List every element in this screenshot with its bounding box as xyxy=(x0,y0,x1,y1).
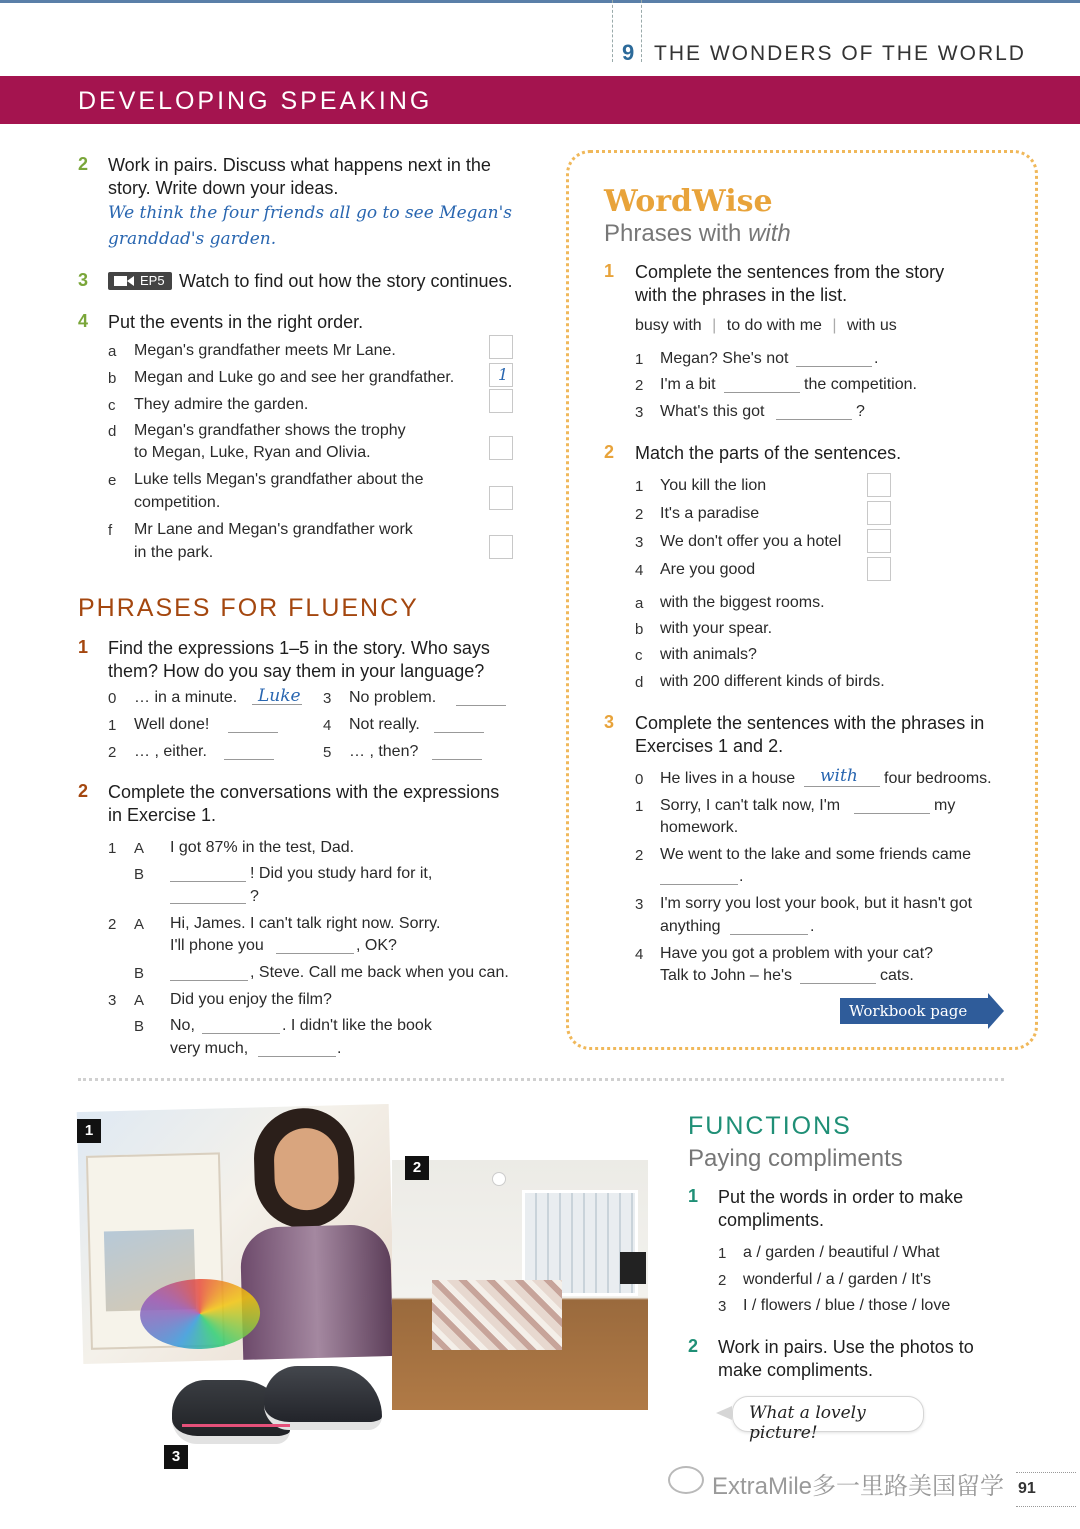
dialogue-line: . I didn't like the book xyxy=(282,1017,432,1034)
answer-line[interactable] xyxy=(796,366,872,367)
ceiling-light xyxy=(492,1172,506,1186)
sentence-text: cats. xyxy=(880,967,914,984)
person-shirt xyxy=(240,1224,394,1364)
answer-line[interactable] xyxy=(432,759,482,760)
item-letter: d xyxy=(635,674,644,691)
video-camera-icon xyxy=(114,276,127,286)
handwritten-answer: We think the four friends all go to see Megan's xyxy=(108,203,513,223)
video-label: EP5 xyxy=(140,273,165,288)
item-number: 0 xyxy=(108,690,117,707)
answer-line[interactable] xyxy=(170,980,248,981)
exercise-number: 3 xyxy=(604,712,615,732)
exercise-instruction: Exercises 1 and 2. xyxy=(635,736,784,756)
sentence-start: We don't offer you a hotel xyxy=(660,533,842,550)
dialogue-line: No, xyxy=(170,1017,195,1034)
answer-line[interactable] xyxy=(724,392,800,393)
item-number: 2 xyxy=(718,1272,727,1289)
event-text: They admire the garden. xyxy=(134,396,309,413)
sentence-text: the competition. xyxy=(804,376,917,393)
sentence-text: Talk to John – he's xyxy=(660,967,793,984)
sentence-start: You kill the lion xyxy=(660,477,767,494)
speech-bubble-tail xyxy=(716,1406,732,1420)
answer-line[interactable] xyxy=(170,881,246,882)
exercise-instruction: Put the events in the right order. xyxy=(108,312,364,332)
item-letter: a xyxy=(108,343,117,360)
exercise-number: 1 xyxy=(688,1186,699,1206)
exercise-number: 4 xyxy=(78,311,89,331)
header-divider xyxy=(612,0,614,62)
order-answer-box[interactable] xyxy=(489,335,513,359)
photo-tag: 3 xyxy=(164,1445,188,1469)
item-letter: c xyxy=(635,647,643,664)
exercise-instruction: compliments. xyxy=(718,1210,825,1230)
dialogue-line: . xyxy=(337,1040,342,1057)
workbook-link[interactable]: Workbook page 84 xyxy=(840,998,988,1024)
exercise-number: 2 xyxy=(78,781,89,801)
section-heading: FUNCTIONS xyxy=(688,1112,852,1140)
answer-line xyxy=(804,786,880,787)
answer-line[interactable] xyxy=(202,1033,280,1034)
phrase-item: to do with me xyxy=(726,317,822,334)
word-order-item: I / flowers / blue / those / love xyxy=(743,1297,951,1314)
item-number: 2 xyxy=(108,744,117,761)
speech-bubble xyxy=(732,1396,924,1443)
item-number: 3 xyxy=(635,404,644,421)
match-answer-box[interactable] xyxy=(867,557,891,581)
item-number: 4 xyxy=(635,946,644,963)
exercise-instruction: them? How do you say them in your language? xyxy=(108,661,485,681)
conversation-number: 1 xyxy=(108,840,117,857)
handwritten-answer: Luke xyxy=(258,686,301,706)
sentence-start: Are you good xyxy=(660,561,756,578)
answer-line[interactable] xyxy=(224,759,274,760)
event-text: competition. xyxy=(134,494,221,511)
answer-line[interactable] xyxy=(800,983,876,984)
sentence-text: . xyxy=(874,350,879,367)
bed-quilt xyxy=(432,1280,562,1350)
expression-text: … , either. xyxy=(134,743,207,760)
tv-set xyxy=(620,1252,646,1284)
section-divider xyxy=(78,1078,1004,1081)
item-number: 3 xyxy=(323,690,332,707)
event-text: Mr Lane and Megan's grandfather work xyxy=(134,521,413,538)
photo-painter xyxy=(77,1104,395,1364)
section-heading: PHRASES FOR FLUENCY xyxy=(78,594,419,622)
conversation-number: 2 xyxy=(108,916,117,933)
order-answer-box[interactable] xyxy=(489,436,513,460)
conversation-number: 3 xyxy=(108,992,117,1009)
word-order-item: wonderful / a / garden / It's xyxy=(743,1271,932,1288)
exercise-instruction: Match the parts of the sentences. xyxy=(635,443,902,463)
exercise-instruction: make compliments. xyxy=(718,1360,874,1380)
phrase-list xyxy=(635,315,897,337)
photo-tag: 2 xyxy=(405,1156,429,1180)
item-number: 2 xyxy=(635,847,644,864)
sentence-text: ? xyxy=(856,403,865,420)
sentence-end: with 200 different kinds of birds. xyxy=(660,673,885,690)
exercise-instruction: Complete the conversations with the expressions xyxy=(108,782,500,802)
phrase-item: busy with xyxy=(635,317,702,334)
exercise-instruction: Watch to find out how the story continues. xyxy=(179,271,513,291)
item-number: 2 xyxy=(635,506,644,523)
order-answer-box[interactable] xyxy=(489,486,513,510)
photo-tag: 1 xyxy=(77,1119,101,1143)
unit-title: THE WONDERS OF THE WORLD xyxy=(654,42,1026,65)
item-number: 3 xyxy=(718,1298,727,1315)
arrow-right-icon xyxy=(988,993,1004,1029)
item-letter: b xyxy=(108,370,117,387)
match-answer-box[interactable] xyxy=(867,501,891,525)
page-number-rule xyxy=(1016,1506,1076,1507)
sentence-text: I'm a bit xyxy=(660,376,716,393)
exercise-instruction: with the phrases in the list. xyxy=(635,285,848,305)
order-answer-box[interactable] xyxy=(489,389,513,413)
dialogue-line: ! Did you study hard for it, xyxy=(250,865,433,882)
speaker-label: B xyxy=(134,1018,145,1035)
speaker-label: A xyxy=(134,840,145,857)
exercise-instruction: Work in pairs. Use the photos to xyxy=(718,1337,974,1357)
item-number: 1 xyxy=(718,1245,727,1262)
item-number: 2 xyxy=(635,377,644,394)
subtitle-text: Phrases with xyxy=(604,220,742,247)
sentence-text: Megan? She's not xyxy=(660,350,789,367)
item-letter: f xyxy=(108,522,113,539)
phrase-item: with us xyxy=(846,317,897,334)
exercise-number: 2 xyxy=(78,154,89,174)
item-number: 3 xyxy=(635,896,644,913)
sentence-text: He lives in a house xyxy=(660,770,796,787)
answer-line[interactable] xyxy=(660,884,738,885)
photo-sneakers xyxy=(172,1362,382,1442)
dialogue-line: , OK? xyxy=(356,937,397,954)
header-divider xyxy=(641,0,643,62)
list-separator: | xyxy=(832,317,837,334)
match-answer-box[interactable] xyxy=(867,473,891,497)
answer-line[interactable] xyxy=(434,732,484,733)
exercise-number: 1 xyxy=(604,261,615,281)
speech-bubble-text: What a lovely picture! xyxy=(749,1403,866,1443)
exercise-instruction: Put the words in order to make xyxy=(718,1187,964,1207)
exercise-number: 2 xyxy=(604,442,615,462)
list-separator: | xyxy=(712,317,717,334)
exercise-instruction: Complete the sentences from the story xyxy=(635,262,945,282)
match-answer-box[interactable] xyxy=(867,529,891,553)
word-order-item: a / garden / beautiful / What xyxy=(743,1244,940,1261)
watermark-text: ExtraMile多一里路美国留学 xyxy=(712,1473,1005,1500)
sentence-start: It's a paradise xyxy=(660,505,760,522)
sentence-end: with your spear. xyxy=(660,620,773,637)
sentence-text: my xyxy=(934,797,956,814)
sentence-text: . xyxy=(810,918,815,935)
exercise-instruction: in Exercise 1. xyxy=(108,805,217,825)
event-text: Megan and Luke go and see her grandfather. xyxy=(134,369,455,386)
sentence-text: Sorry, I can't talk now, I'm xyxy=(660,797,841,814)
unit-number: 9 xyxy=(622,40,635,65)
item-letter: c xyxy=(108,397,116,414)
event-text: Luke tells Megan's grandfather about the xyxy=(134,471,424,488)
answer-line[interactable] xyxy=(170,903,246,904)
answer-line[interactable] xyxy=(456,705,506,706)
dialogue-line: Hi, James. I can't talk right now. Sorry. xyxy=(170,915,441,932)
order-answer: 1 xyxy=(498,365,509,384)
sentence-text: Have you got a problem with your cat? xyxy=(660,945,934,962)
item-number: 5 xyxy=(323,744,332,761)
exercise-instruction: story. Write down your ideas. xyxy=(108,178,339,198)
item-number: 3 xyxy=(635,534,644,551)
sentence-text: four bedrooms. xyxy=(884,770,992,787)
event-text: to Megan, Luke, Ryan and Olivia. xyxy=(134,444,371,461)
item-number: 1 xyxy=(635,478,644,495)
sentence-text: . xyxy=(739,868,744,885)
item-number: 4 xyxy=(323,717,332,734)
sentence-text: I'm sorry you lost your book, but it hasn't got xyxy=(660,895,973,912)
exercise-number: 3 xyxy=(78,270,89,290)
subtitle-emphasis: with xyxy=(748,220,791,247)
exercise-number: 2 xyxy=(688,1336,699,1356)
dialogue-line: , Steve. Call me back when you can. xyxy=(250,964,509,981)
sentence-text: homework. xyxy=(660,819,739,836)
item-letter: d xyxy=(108,423,117,440)
item-letter: a xyxy=(635,595,644,612)
sentence-end: with the biggest rooms. xyxy=(660,594,825,611)
sentence-text: anything xyxy=(660,918,721,935)
wordwise-subtitle xyxy=(604,220,791,248)
answer-line[interactable] xyxy=(228,732,278,733)
item-letter: e xyxy=(108,472,117,489)
sentence-end: with animals? xyxy=(660,646,757,663)
item-number: 4 xyxy=(635,562,644,579)
exercise-instruction: Find the expressions 1–5 in the story. Who says xyxy=(108,638,490,658)
section-subtitle: Paying compliments xyxy=(688,1145,903,1172)
sneaker-right xyxy=(264,1366,382,1430)
dialogue-line: very much, xyxy=(170,1040,249,1057)
sentence-text: What's this got xyxy=(660,403,765,420)
expression-text: … in a minute. xyxy=(134,689,238,706)
dialogue-line: ? xyxy=(250,888,259,905)
dialogue-line: Did you enjoy the film? xyxy=(170,991,332,1008)
exercise-number: 1 xyxy=(78,637,89,657)
banner-title: DEVELOPING SPEAKING xyxy=(78,87,433,115)
event-text: Megan's grandfather meets Mr Lane. xyxy=(134,342,396,359)
speaker-label: A xyxy=(134,916,145,933)
sneaker-stripe xyxy=(182,1424,290,1427)
exercise-instruction: Work in pairs. Discuss what happens next in the xyxy=(108,155,491,175)
answer-line[interactable] xyxy=(258,1056,336,1057)
speaker-label: B xyxy=(134,965,145,982)
expression-text: No problem. xyxy=(349,689,437,706)
camera-lens-icon xyxy=(127,276,134,286)
answer-line[interactable] xyxy=(854,813,930,814)
answer-line[interactable] xyxy=(776,419,852,420)
answer-line[interactable] xyxy=(730,934,808,935)
speaker-label: A xyxy=(134,992,145,1009)
item-number: 1 xyxy=(635,351,644,368)
page-number-rule xyxy=(1016,1472,1076,1473)
speaker-label: B xyxy=(134,866,145,883)
item-number: 0 xyxy=(635,771,644,788)
photo-bedroom xyxy=(392,1160,648,1410)
expression-text: Well done! xyxy=(134,716,210,733)
handwritten-answer: granddad's garden. xyxy=(108,229,277,249)
event-text: in the park. xyxy=(134,544,214,561)
wechat-icon xyxy=(668,1466,704,1494)
item-letter: b xyxy=(635,621,644,638)
expression-text: … , then? xyxy=(349,743,419,760)
dialogue-line: I'll phone you xyxy=(170,937,264,954)
sentence-text: We went to the lake and some friends came xyxy=(660,846,971,863)
item-number: 1 xyxy=(108,717,117,734)
video-badge[interactable] xyxy=(108,272,172,290)
expression-text: Not really. xyxy=(349,716,420,733)
top-rule xyxy=(0,0,1080,3)
answer-line[interactable] xyxy=(276,953,354,954)
order-answer-box[interactable] xyxy=(489,535,513,559)
person-face xyxy=(273,1127,339,1211)
event-text: Megan's grandfather shows the trophy xyxy=(134,422,406,439)
exercise-instruction: Complete the sentences with the phrases in xyxy=(635,713,985,733)
handwritten-answer: with xyxy=(820,766,858,786)
page-number: 91 xyxy=(1018,1480,1036,1497)
dialogue-line: I got 87% in the test, Dad. xyxy=(170,839,355,856)
wordwise-title: WordWise xyxy=(604,184,773,219)
order-answer-box[interactable] xyxy=(489,363,513,387)
item-number: 1 xyxy=(635,798,644,815)
